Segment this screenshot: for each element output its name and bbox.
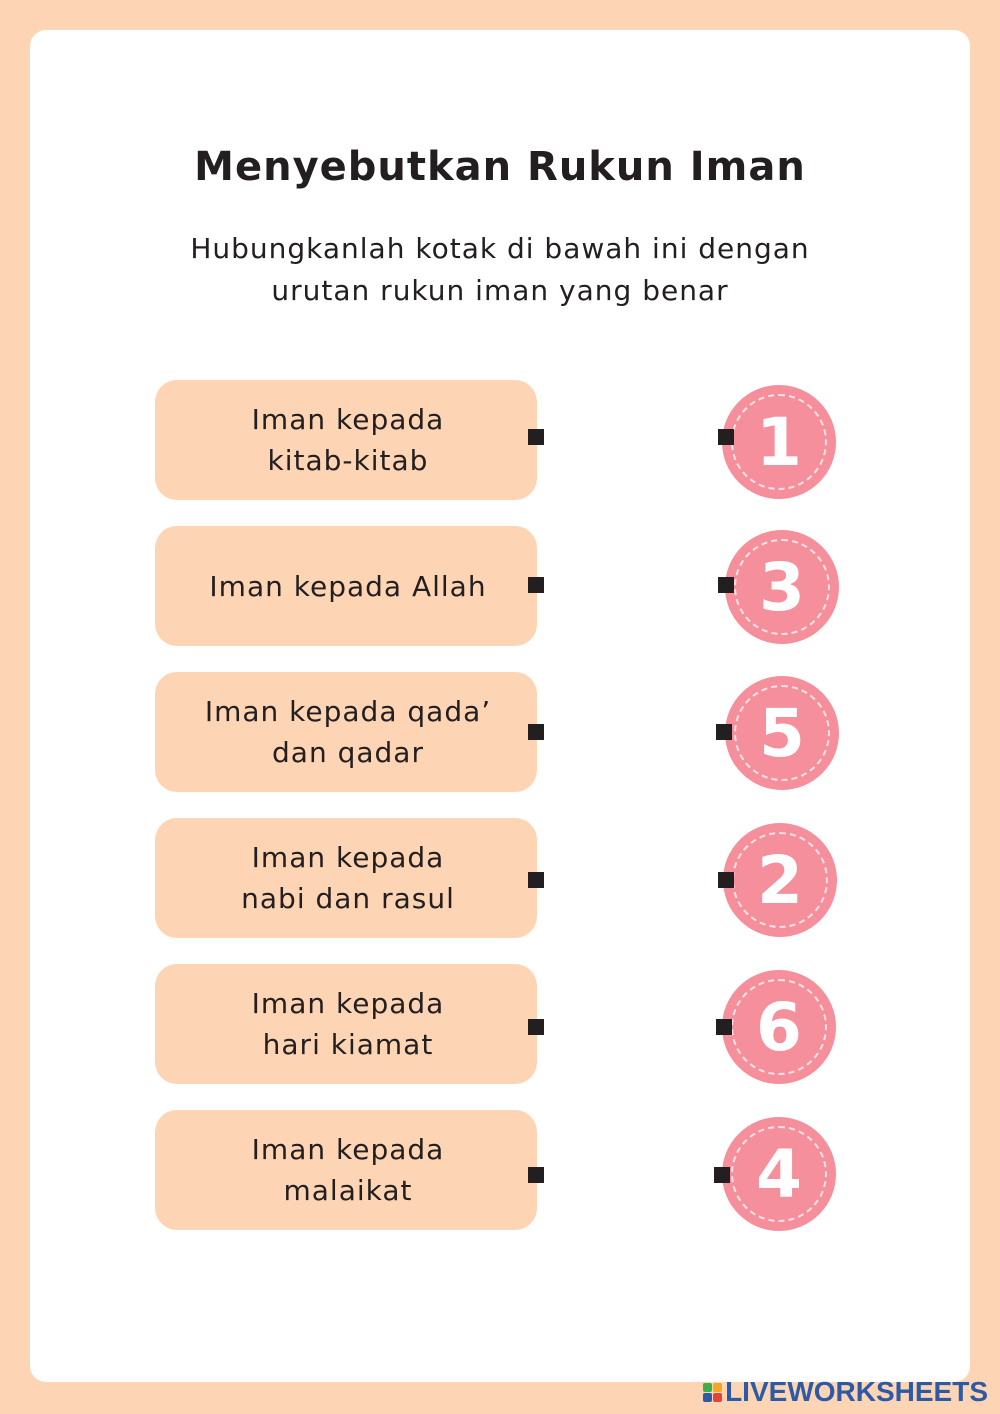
left-connector-dot[interactable] [528, 429, 544, 445]
liveworksheets-logo-icon [703, 1383, 722, 1402]
worksheet-instruction [0, 228, 1000, 312]
number-badge-label: 6 [756, 988, 802, 1066]
left-connector-dot[interactable] [528, 577, 544, 593]
number-badge [722, 1117, 836, 1231]
number-badge [723, 823, 837, 937]
number-badge-label: 1 [756, 403, 802, 481]
card-text-line: dan qadar [272, 736, 424, 769]
card-text-line: Iman kepada [251, 1133, 445, 1166]
number-badge-label: 2 [757, 841, 803, 919]
card-item [155, 964, 537, 1084]
card-text-line: malaikat [283, 1174, 413, 1207]
left-connector-dot[interactable] [528, 1019, 544, 1035]
card-item [155, 380, 537, 500]
number-badge [722, 970, 836, 1084]
card-item [155, 1110, 537, 1230]
right-connector-dot[interactable] [714, 1167, 730, 1183]
right-connector-dot[interactable] [718, 872, 734, 888]
right-connector-dot[interactable] [718, 429, 734, 445]
left-connector-dot[interactable] [528, 724, 544, 740]
liveworksheets-brand-text: LIVEWORKSHEETS [725, 1376, 988, 1407]
card-item [155, 818, 537, 938]
number-badge [725, 530, 839, 644]
worksheet-title: Menyebutkan Rukun Iman [194, 144, 806, 190]
card-item [155, 526, 537, 646]
number-badge [722, 385, 836, 499]
instruction-line: urutan rukun iman yang benar [271, 274, 729, 307]
number-badge-label: 3 [759, 548, 805, 626]
right-connector-dot[interactable] [716, 1019, 732, 1035]
number-badge-label: 5 [759, 694, 805, 772]
right-connector-dot[interactable] [716, 724, 732, 740]
card-text-line: kitab-kitab [267, 444, 429, 477]
card-text-line: hari kiamat [262, 1028, 434, 1061]
instruction-line: Hubungkanlah kotak di bawah ini dengan [190, 232, 810, 265]
left-connector-dot[interactable] [528, 1167, 544, 1183]
card-item [155, 672, 537, 792]
card-text-line: Iman kepada [251, 987, 445, 1020]
card-text-line: Iman kepada [251, 403, 445, 436]
left-connector-dot[interactable] [528, 872, 544, 888]
right-connector-dot[interactable] [718, 577, 734, 593]
card-text-line: nabi dan rasul [241, 882, 455, 915]
liveworksheets-brand [703, 1376, 988, 1408]
number-badge [725, 676, 839, 790]
card-text-line: Iman kepada Allah [209, 569, 487, 603]
number-badge-label: 4 [756, 1135, 802, 1213]
card-text-line: Iman kepada [251, 841, 445, 874]
card-text-line: Iman kepada qada’ [204, 695, 492, 728]
